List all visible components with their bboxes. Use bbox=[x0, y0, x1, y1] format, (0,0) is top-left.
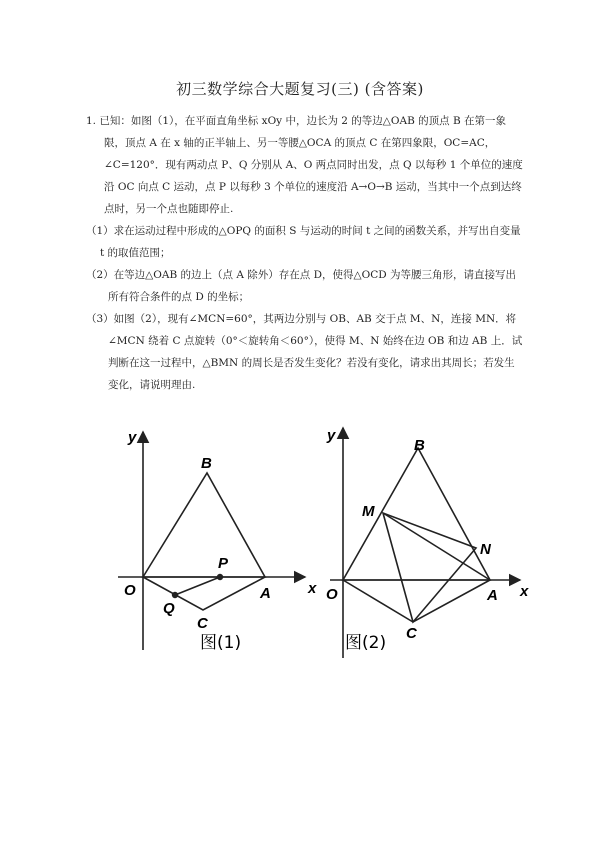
document-title: 初三数学综合大题复习(三) (含答案) bbox=[176, 80, 424, 98]
fig1-label-x: x bbox=[308, 580, 317, 597]
fig1-label-Q: Q bbox=[163, 600, 175, 617]
problem-intro-text: 已知：如图（1），在平面直角坐标 xOy 中，边长为 2 的等边△OAB 的顶点 B 在第一象限，顶点 A 在 x 轴的正半轴上、另一等腰△OCA 的顶点 C 在第四象限，OC=AC，∠C=120°．现有两动点 P、Q 分别从 A、O 两点同时出发，点 Q 以每秒 1 个单位的速度沿 OC 向点 C 运动，点 P 以每秒 3 个单位的速度沿 A→O→B 运动，当其中一个点到达终点时，另一个点也随即停止. bbox=[99, 115, 523, 215]
fig1-label-C: C bbox=[197, 615, 208, 632]
figures bbox=[100, 420, 540, 660]
fig2-label-M: M bbox=[362, 503, 375, 520]
fig2-triangle-OCA bbox=[343, 580, 490, 622]
fig2-label-x: x bbox=[520, 583, 529, 600]
fig1-triangle-OAB bbox=[143, 473, 265, 577]
fig2-caption: 图(2) bbox=[345, 633, 387, 653]
problem-number: 1. bbox=[86, 115, 97, 127]
fig1-point-P bbox=[217, 574, 223, 580]
fig2-label-O: O bbox=[326, 586, 338, 603]
fig1-point-Q bbox=[172, 592, 178, 598]
question-1: （1）求在运动过程中形成的△OPQ 的面积 S 与运动的时间 t 之间的函数关系，并写出自变量 t 的取值范围； bbox=[86, 225, 521, 259]
question-3: （3）如图（2），现有∠MCN=60°，其两边分别与 OB、AB 交于点 M、N，连接 MN．将∠MCN 绕着 C 点旋转（0°＜旋转角＜60°），使得 M、N 始终在边 OB 和边 AB 上．试判断在这一过程中，△BMN 的周长是否发生变化？若没有变化，请求出其周长；若发生变化，请说明理由. bbox=[86, 313, 523, 391]
fig1-label-y: y bbox=[128, 429, 137, 446]
fig1-label-A: A bbox=[260, 585, 271, 602]
fig1-label-P: P bbox=[218, 555, 229, 572]
fig2-label-y: y bbox=[327, 427, 336, 444]
figure-1 bbox=[118, 429, 317, 653]
fig2-label-C: C bbox=[406, 625, 417, 642]
problem-intro bbox=[86, 110, 524, 220]
figure-2 bbox=[326, 427, 529, 658]
fig1-label-B: B bbox=[201, 455, 212, 472]
fig2-label-A: A bbox=[487, 587, 498, 604]
question-2: （2）在等边△OAB 的边上（点 A 除外）存在点 D，使得△OCD 为等腰三角形，请直接写出所有符合条件的点 D 的坐标； bbox=[86, 269, 516, 303]
fig1-label-O: O bbox=[124, 582, 136, 599]
fig1-segment-QP bbox=[175, 577, 220, 595]
fig1-triangle-OCA bbox=[143, 577, 265, 610]
fig2-label-N: N bbox=[480, 541, 491, 558]
fig1-caption: 图(1) bbox=[200, 633, 242, 653]
problem-text bbox=[86, 110, 524, 396]
fig2-label-B: B bbox=[414, 437, 425, 454]
